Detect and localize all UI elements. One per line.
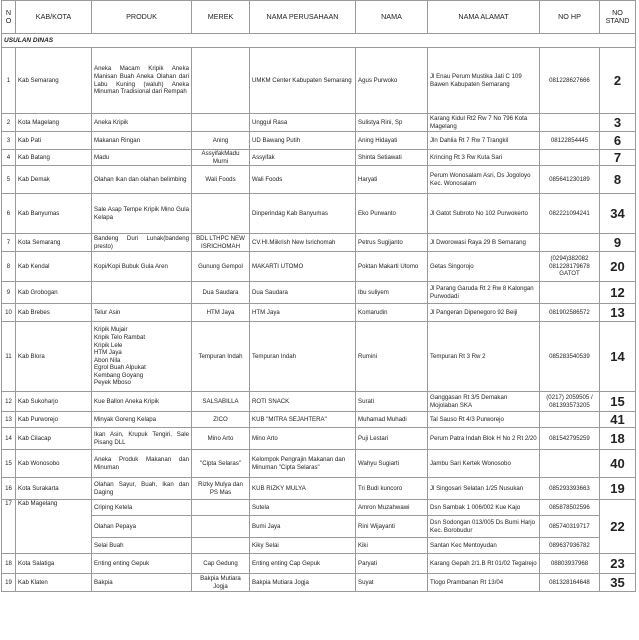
cell-nama: Haryati xyxy=(356,166,428,194)
cell-produk: Kripik Mujair Kripik Telo Rambat Kripik Lele HTM Jaya Abon Nila Egrol Buah Alpukat Kembang Goyang Peyek Mboso xyxy=(92,322,192,392)
cell-no-stand: 14 xyxy=(600,322,636,392)
cell-no-hp xyxy=(540,282,600,304)
table-row xyxy=(2,412,636,428)
cell-nama-alamat: Jl Pangeran Dipenegoro 92 Beiji xyxy=(428,304,540,322)
header-no-hp: NO HP xyxy=(540,1,600,34)
cell-kab-kota: Kab Banyumas xyxy=(16,194,92,234)
header-nama-perusahaan: NAMA PERUSAHAAN xyxy=(250,1,356,34)
cell-nama: Ibu suliyem xyxy=(356,282,428,304)
cell-no: 19 xyxy=(2,574,16,592)
table-row xyxy=(2,194,636,234)
cell-nama-alamat: Jl Gatot Subroto No 102 Purwokerto xyxy=(428,194,540,234)
cell-no: 12 xyxy=(2,392,16,412)
cell-no: 17 xyxy=(2,500,16,554)
cell-produk: Aneka Macam Kripik Aneka Manisan Buah Aneka Olahan dari Labu Kuning (waluh) Aneka Minuman Tradisional dari Rempah xyxy=(92,48,192,114)
cell-no-hp xyxy=(540,412,600,428)
cell-produk: Minyak Goreng Kelapa xyxy=(92,412,192,428)
cell-nama-alamat: Jl Dworowasi Raya 29 B Semarang xyxy=(428,234,540,252)
cell-no: 2 xyxy=(2,114,16,132)
cell-no-stand: 12 xyxy=(600,282,636,304)
cell-no-hp: (0294)382082 081228179678 GATOT xyxy=(540,252,600,282)
cell-merek xyxy=(192,500,250,516)
cell-merek: Gunung Gempol xyxy=(192,252,250,282)
cell-produk: Kue Ballon Aneka Kripik xyxy=(92,392,192,412)
header-nama-alamat: NAMA ALAMAT xyxy=(428,1,540,34)
cell-no: 14 xyxy=(2,428,16,450)
cell-nama-alamat: Dsn Sambak 1 006/002 Kue Kajo xyxy=(428,500,540,516)
cell-merek: Rizky Mulya dan PS Mas xyxy=(192,478,250,500)
section-row xyxy=(2,34,636,48)
cell-nama: Eko Purwanto xyxy=(356,194,428,234)
cell-nama-perusahaan: Sutela xyxy=(250,500,356,516)
cell-no: 1 xyxy=(2,48,16,114)
cell-no-stand: 9 xyxy=(600,234,636,252)
cell-no-stand: 15 xyxy=(600,392,636,412)
cell-merek xyxy=(192,114,250,132)
cell-produk: Enting enting Gepuk xyxy=(92,554,192,574)
cell-kab-kota: Kab Kendal xyxy=(16,252,92,282)
cell-kab-kota: Kab Purworejo xyxy=(16,412,92,428)
cell-no-hp: 081328164648 xyxy=(540,574,600,592)
cell-nama: Surati xyxy=(356,392,428,412)
cell-kab-kota: Kota Surakarta xyxy=(16,478,92,500)
cell-nama: Tri Budi kuncoro xyxy=(356,478,428,500)
cell-nama-perusahaan: Kelompok Pengrajin Makanan dan Minuman "Cipta Selaras" xyxy=(250,450,356,478)
cell-nama-perusahaan: Unggul Rasa xyxy=(250,114,356,132)
cell-nama: Amron Muzahwawi xyxy=(356,500,428,516)
cell-nama-perusahaan: Dinperindag Kab Banyumas xyxy=(250,194,356,234)
cell-no: 5 xyxy=(2,166,16,194)
cell-nama-alamat: Tempuran Rt 3 Rw 2 xyxy=(428,322,540,392)
cell-nama-alamat: Jl Enau Perum Mustika Jati C 109 Bawen Kabupaten Semarang xyxy=(428,48,540,114)
cell-nama-perusahaan: UMKM Center Kabupaten Semarang xyxy=(250,48,356,114)
cell-kab-kota: Kab Blora xyxy=(16,322,92,392)
cell-produk: Olahan Sayur, Buah, Ikan dan Daging xyxy=(92,478,192,500)
cell-no-hp: 089637936782 xyxy=(540,538,600,554)
table-row xyxy=(2,428,636,450)
cell-nama-alamat: Jl Singosari Selatan 1/25 Nusukan xyxy=(428,478,540,500)
header-row xyxy=(2,1,636,34)
header-merek: MEREK xyxy=(192,1,250,34)
cell-produk: Bandeng Duri Lunak(bandeng presto) xyxy=(92,234,192,252)
cell-produk: Sale Asap Tempe Kripik Mino Gula Kelapa xyxy=(92,194,192,234)
cell-no-stand: 8 xyxy=(600,166,636,194)
table-row xyxy=(2,392,636,412)
cell-nama: Agus Purwoko xyxy=(356,48,428,114)
cell-merek: HTM Jaya xyxy=(192,304,250,322)
cell-merek xyxy=(192,194,250,234)
cell-no-stand: 22 xyxy=(600,500,636,554)
cell-nama-alamat: Jln Dahlia Rt 7 Rw 7 Trangkil xyxy=(428,132,540,150)
cell-no: 11 xyxy=(2,322,16,392)
cell-produk xyxy=(92,282,192,304)
cell-no-hp: 085641230189 xyxy=(540,166,600,194)
cell-no: 13 xyxy=(2,412,16,428)
cell-merek: AssyifakMadu Murni xyxy=(192,150,250,166)
cell-nama-alamat: Jambu Sari Kertek Wonosobo xyxy=(428,450,540,478)
cell-no-stand: 35 xyxy=(600,574,636,592)
cell-no-stand: 18 xyxy=(600,428,636,450)
cell-nama-alamat: Karang Gepah 2/1.B Rt 01/02 Tegalrejo xyxy=(428,554,540,574)
cell-nama-alamat: Perum Wonosalam Asri, Ds Jogoloyo Kec. Wonosalam xyxy=(428,166,540,194)
cell-produk: Ikan Asin, Krupuk Tengiri, Sale Pisang DLL xyxy=(92,428,192,450)
cell-merek: Bakpia Mutiara Jogja xyxy=(192,574,250,592)
cell-nama-alamat: Krincing Rt 3 Rw Kuta Sari xyxy=(428,150,540,166)
cell-merek: Mino Arto xyxy=(192,428,250,450)
cell-produk: Madu xyxy=(92,150,192,166)
cell-no-hp: (0217) 2059505 / 081393573205 xyxy=(540,392,600,412)
cell-nama-perusahaan: KUB RIZKY MULYA xyxy=(250,478,356,500)
cell-produk: Telur Asin xyxy=(92,304,192,322)
cell-merek: Wali Foods xyxy=(192,166,250,194)
cell-no: 8 xyxy=(2,252,16,282)
cell-produk: Olahan Ikan dan olahan belimbing xyxy=(92,166,192,194)
table-row xyxy=(2,252,636,282)
table-row xyxy=(2,554,636,574)
cell-no: 4 xyxy=(2,150,16,166)
cell-kab-kota: Kab Sukoharjo xyxy=(16,392,92,412)
cell-produk: Makanan Ringan xyxy=(92,132,192,150)
cell-merek: Aning xyxy=(192,132,250,150)
cell-no-stand: 13 xyxy=(600,304,636,322)
cell-merek xyxy=(192,48,250,114)
cell-no-hp: 08122854445 xyxy=(540,132,600,150)
cell-no-hp: 082221094241 xyxy=(540,194,600,234)
table-row xyxy=(2,48,636,114)
cell-no-hp: 085293393663 xyxy=(540,478,600,500)
cell-kab-kota: Kota Magelang xyxy=(16,114,92,132)
cell-nama: Suyat xyxy=(356,574,428,592)
cell-nama-alamat: Getas Singorojo xyxy=(428,252,540,282)
cell-kab-kota: Kab Demak xyxy=(16,166,92,194)
cell-nama: Komarudin xyxy=(356,304,428,322)
cell-no-hp xyxy=(540,450,600,478)
cell-no: 9 xyxy=(2,282,16,304)
header-no-stand: NO STAND xyxy=(600,1,636,34)
cell-kab-kota: Kota Salatiga xyxy=(16,554,92,574)
table-row xyxy=(2,282,636,304)
table-row xyxy=(2,132,636,150)
stand-table xyxy=(1,0,636,592)
cell-no: 7 xyxy=(2,234,16,252)
cell-merek: BDL LTHPC NEW ISRICHOMAH xyxy=(192,234,250,252)
cell-nama: Aning Hidayati xyxy=(356,132,428,150)
cell-no: 6 xyxy=(2,194,16,234)
cell-nama: Shinta Setiawati xyxy=(356,150,428,166)
cell-nama-perusahaan: Assyifak xyxy=(250,150,356,166)
cell-nama-alamat: Tal Sauso Rt 4/3 Purworejo xyxy=(428,412,540,428)
cell-nama-alamat: Karang Kidul Rt2 Rw 7 No 796 Kota Magelang xyxy=(428,114,540,132)
cell-nama-alamat: Santan Kec Mentoyudan xyxy=(428,538,540,554)
cell-nama: Rumini xyxy=(356,322,428,392)
cell-merek: Tempuran Indah xyxy=(192,322,250,392)
cell-produk: Bakpia xyxy=(92,574,192,592)
cell-no-hp xyxy=(540,114,600,132)
cell-merek xyxy=(192,516,250,538)
cell-produk: Olahan Pepaya xyxy=(92,516,192,538)
cell-nama-perusahaan: Dua Saudara xyxy=(250,282,356,304)
cell-nama: Rini Wijayanti xyxy=(356,516,428,538)
cell-no-hp: 081542795259 xyxy=(540,428,600,450)
table-row xyxy=(2,516,636,538)
header-produk: PRODUK xyxy=(92,1,192,34)
cell-nama-alamat: Dsn Sodongan 013/005 Ds Bumi Harjo Kec. Borobudur xyxy=(428,516,540,538)
cell-kab-kota: Kab Magelang xyxy=(16,500,92,554)
table-row xyxy=(2,166,636,194)
cell-merek xyxy=(192,538,250,554)
cell-kab-kota: Kab Pati xyxy=(16,132,92,150)
table-row xyxy=(2,450,636,478)
cell-kab-kota: Kota Semarang xyxy=(16,234,92,252)
cell-nama-perusahaan: Bakpia Mutiara Jogja xyxy=(250,574,356,592)
cell-no-hp: 081228627666 xyxy=(540,48,600,114)
cell-no-hp: 085740319717 xyxy=(540,516,600,538)
table-row xyxy=(2,538,636,554)
cell-no: 16 xyxy=(2,478,16,500)
cell-no-stand: 40 xyxy=(600,450,636,478)
cell-no: 18 xyxy=(2,554,16,574)
cell-no-hp: 085878502596 xyxy=(540,500,600,516)
cell-nama-alamat: Perum Patra Indah Blok H No 2 Rt 2/20 xyxy=(428,428,540,450)
cell-no-stand: 23 xyxy=(600,554,636,574)
cell-no-stand: 19 xyxy=(600,478,636,500)
cell-kab-kota: Kab Batang xyxy=(16,150,92,166)
table-row xyxy=(2,574,636,592)
section-title: USULAN DINAS xyxy=(2,34,636,48)
cell-produk: Selai Buah xyxy=(92,538,192,554)
cell-nama-perusahaan: UD Bawang Putih xyxy=(250,132,356,150)
cell-kab-kota: Kab Brebes xyxy=(16,304,92,322)
cell-no: 10 xyxy=(2,304,16,322)
header-kab-kota: KAB/KOTA xyxy=(16,1,92,34)
cell-kab-kota: Kab Cilacap xyxy=(16,428,92,450)
table-row xyxy=(2,150,636,166)
cell-nama-alamat: Ganggasan Rt 3/5 Demakan Mojolaban SKA xyxy=(428,392,540,412)
cell-nama-alamat: Tlogo Prambanan Rt 13/04 xyxy=(428,574,540,592)
cell-nama: Sulistya Rini, Sp xyxy=(356,114,428,132)
cell-no-stand: 2 xyxy=(600,48,636,114)
cell-nama-perusahaan: Kiky Selai xyxy=(250,538,356,554)
cell-no-hp: 081902586572 xyxy=(540,304,600,322)
cell-merek: Dua Saudara xyxy=(192,282,250,304)
cell-nama: Wahyu Sugiarti xyxy=(356,450,428,478)
cell-no-hp: 085283540539 xyxy=(540,322,600,392)
cell-no-stand: 20 xyxy=(600,252,636,282)
cell-nama: Petrus Sugijanto xyxy=(356,234,428,252)
cell-nama-alamat: Jl Parang Garuda Rt 2 Rw 8 Kalongan Purwodadi xyxy=(428,282,540,304)
cell-nama-perusahaan: Tempuran Indah xyxy=(250,322,356,392)
cell-no-stand: 41 xyxy=(600,412,636,428)
cell-nama: Paryati xyxy=(356,554,428,574)
cell-no-hp xyxy=(540,150,600,166)
cell-kab-kota: Kab Grobogan xyxy=(16,282,92,304)
table-row xyxy=(2,500,636,516)
cell-kab-kota: Kab Semarang xyxy=(16,48,92,114)
table-row xyxy=(2,322,636,392)
cell-merek: "Cipta Selaras" xyxy=(192,450,250,478)
cell-no-stand: 34 xyxy=(600,194,636,234)
cell-nama-perusahaan: MAKARTI UTOMO xyxy=(250,252,356,282)
document-sheet xyxy=(1,0,635,592)
cell-merek: SALSABILLA xyxy=(192,392,250,412)
cell-nama: Puji Lestari xyxy=(356,428,428,450)
cell-produk: Kopi/Kopi Bubuk Gula Aren xyxy=(92,252,192,282)
table-row xyxy=(2,114,636,132)
cell-kab-kota: Kab Wonosobo xyxy=(16,450,92,478)
cell-produk: Criping Ketela xyxy=(92,500,192,516)
table-row xyxy=(2,234,636,252)
cell-kab-kota: Kab Klaten xyxy=(16,574,92,592)
cell-nama-perusahaan: HTM Jaya xyxy=(250,304,356,322)
cell-nama-perusahaan: CV.HI.Miikrish New Isrichomah xyxy=(250,234,356,252)
cell-nama-perusahaan: Enting enting Cap Gepuk xyxy=(250,554,356,574)
cell-produk: Aneka Produk Makanan dan Minuman xyxy=(92,450,192,478)
cell-merek: Cap Gedung xyxy=(192,554,250,574)
cell-nama-perusahaan: Mino Arto xyxy=(250,428,356,450)
header-no: NO xyxy=(2,1,16,34)
cell-nama-perusahaan: ROTI SNACK xyxy=(250,392,356,412)
cell-no: 3 xyxy=(2,132,16,150)
cell-produk: Aneka Kripik xyxy=(92,114,192,132)
cell-merek: ZICO xyxy=(192,412,250,428)
cell-nama: Kiki xyxy=(356,538,428,554)
cell-no-stand: 7 xyxy=(600,150,636,166)
table-row xyxy=(2,478,636,500)
cell-no-stand: 6 xyxy=(600,132,636,150)
cell-no-stand: 3 xyxy=(600,114,636,132)
cell-nama: Muhamad Muhadi xyxy=(356,412,428,428)
cell-nama: Poktan Makarti Utomo xyxy=(356,252,428,282)
table-row xyxy=(2,304,636,322)
header-nama: NAMA xyxy=(356,1,428,34)
cell-no-hp: 08803937968 xyxy=(540,554,600,574)
cell-nama-perusahaan: Bumi Jaya xyxy=(250,516,356,538)
cell-nama-perusahaan: KUB "MITRA SEJAHTERA" xyxy=(250,412,356,428)
cell-nama-perusahaan: Wali Foods xyxy=(250,166,356,194)
cell-no-hp xyxy=(540,234,600,252)
cell-no: 15 xyxy=(2,450,16,478)
